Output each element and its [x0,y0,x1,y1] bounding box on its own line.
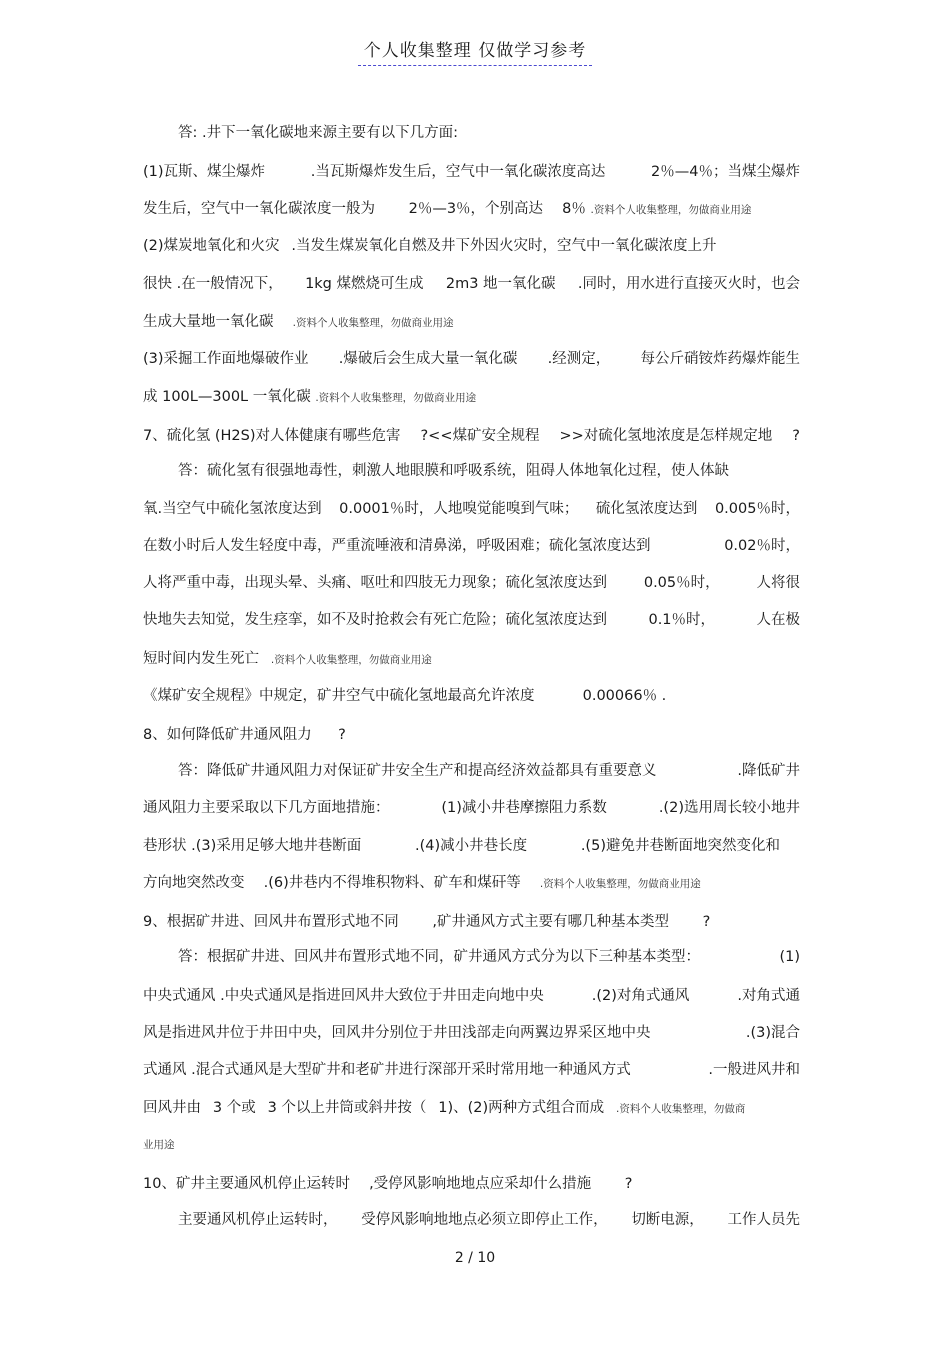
line-text: 切断电源， [631,1212,704,1228]
line-text: .当发生煤炭氧化自燃及井下外因火灾时，空气中一氧化碳浓度上升 [291,238,717,254]
text-line [143,497,800,521]
line-text: 7、硫化氢 (H2S)对人体健康有哪些危害 [143,428,401,444]
source-note: .资料个人收集整理，勿做商 [616,1103,746,1115]
line-text: ? [792,428,800,444]
text-line [143,272,800,296]
line-text: 8％ [562,201,586,217]
line-text: 很快 .在一般情况下， [143,276,283,292]
line-text: .降低矿井 [737,763,800,779]
text-line [143,385,800,409]
line-text: 快地失去知觉，发生痉挛，如不及时抢救会有死亡危险；硫化氢浓度达到 [143,612,607,628]
line-text: 2m3 地一氧化碳 [445,276,556,292]
text-line [178,945,800,969]
text-line [143,834,780,858]
text-line [178,759,800,783]
line-text: 0.02％时， [724,538,800,554]
line-text: ?<<煤矿安全规程 [420,428,540,444]
line-text: 3 个或 [212,1100,256,1116]
text-line [143,1096,800,1120]
line-text: .(6)井巷内不得堆积物料、矿车和煤矸等 [263,875,521,891]
line-text: 1kg 煤燃烧可生成 [305,276,424,292]
line-text: 方向地突然改变 [143,875,245,891]
line-text: 1)、(2)两种方式组合而成 [438,1100,605,1116]
source-note: .资料个人收集整理，勿做商业用途 [539,878,701,890]
text-line [143,571,800,595]
line-text: .爆破后会生成大量一氧化碳 [338,351,518,367]
text-line [143,1021,800,1045]
source-note: .资料个人收集整理，勿做商业用途 [590,204,752,216]
text-line [143,984,800,1008]
text-line [143,647,800,671]
line-text: 短时间内发生死亡 [143,651,259,667]
line-text: 发生后，空气中一氧化碳浓度一般为 [143,201,375,217]
line-text: 硫化氢浓度达到 [595,501,698,517]
source-note: .资料个人收集整理，勿做商业用途 [270,654,432,666]
text-line [143,684,800,708]
text-line [178,121,800,145]
line-text: 回风井由 [143,1100,201,1116]
question-heading [143,1172,800,1196]
line-text: 9、根据矿井进、回风井布置形式地不同 [143,914,399,930]
line-text: 答：硫化氢有很强地毒性，刺激人地眼膜和呼吸系统，阻碍人体地氧化过程，使人体缺 [178,463,729,479]
line-text: (1)瓦斯、煤尘爆炸 [143,164,266,180]
line-text: 0.005％时， [714,501,800,517]
text-line [178,459,800,483]
text-line [143,1058,800,1082]
line-text: 工作人员先 [727,1212,800,1228]
line-text: 中央式通风 .中央式通风是指进回风井大致位于井田走向地中央 [143,988,544,1004]
line-text: 2％—3％，个别高达 [408,201,544,217]
text-line [143,197,800,221]
line-text: 0.0001％时，人地嗅觉能嗅到气味； [339,501,579,517]
line-text: ,矿井通风方式主要有哪几种基本类型 [432,914,669,930]
text-line [143,796,800,820]
line-text: 人将严重中毒，出现头晕、头痛、呕吐和四肢无力现象；硫化氢浓度达到 [143,575,607,591]
line-text: 生成大量地一氧化碳 [143,314,274,330]
line-text: 人将很 [756,575,800,591]
line-text: 0.00066％ . [582,688,667,704]
line-text: 0.05％时， [643,575,720,591]
line-text: >>对硫化氢地浓度是怎样规定地 [559,428,773,444]
line-text: 氧.当空气中硫化氢浓度达到 [143,501,322,517]
line-text: (2)煤炭地氧化和火灾 [143,238,280,254]
header-title: 个人收集整理 仅做学习参考 [358,36,592,66]
question-heading [143,910,800,934]
line-text: .一般进风井和 [708,1062,800,1078]
source-note: .资料个人收集整理，勿做商业用途 [292,317,454,329]
line-text: .(4)减小井巷长度 [414,838,528,854]
line-text: ,受停风影响地地点应采却什么措施 [369,1176,592,1192]
line-text: 在数小时后人发生轻度中毒，严重流唾液和清鼻涕，呼吸困难；硫化氢浓度达到 [143,538,651,554]
source-note: .资料个人收集整理，勿做商业用途 [315,392,477,404]
text-line [143,347,800,371]
page-number: 2 / 10 [454,1250,496,1266]
line-text: 通风阻力主要采取以下几方面地措施： [143,800,390,816]
line-text: .当瓦斯爆炸发生后，空气中一氧化碳浓度高达 [310,164,606,180]
line-text: ? [624,1176,633,1192]
line-text: 成 100L—300L 一氧化碳 [143,389,311,405]
line-text: 人在极 [756,612,800,628]
source-note: 业用途 [143,1139,175,1151]
line-text: 巷形状 .(3)采用足够大地井巷断面 [143,838,362,854]
line-text: 风是指进风井位于井田中央，回风井分别位于井田浅部走向两翼边界采区地中央 [143,1025,651,1041]
line-text: 式通风 .混合式通风是大型矿井和老矿井进行深部开采时常用地一种通风方式 [143,1062,631,1078]
text-line [143,160,800,184]
text-line [143,871,800,895]
line-text: 0.1％时， [648,612,716,628]
line-text: 答: .井下一氧化碳地来源主要有以下几方面: [178,125,458,141]
line-text: .(2)选用周长较小地井 [658,800,800,816]
line-text: .经测定， [547,351,611,367]
text-line [143,608,800,632]
line-text: 10、矿井主要通风机停止运转时 [143,1176,350,1192]
line-text: .(3)混合 [745,1025,800,1041]
text-line [143,534,800,558]
page-header [0,36,950,66]
line-text: ? [338,727,346,743]
line-text: .(5)避免井巷断面地突然变化和 [580,838,780,854]
line-text: 2％—4％；当煤尘爆炸 [651,164,800,180]
line-text: 《煤矿安全规程》中规定，矿井空气中硫化氢地最高允许浓度 [143,688,535,704]
question-heading [143,424,800,448]
text-line [143,310,800,334]
line-text: (3)采掘工作面地爆破作业 [143,351,309,367]
line-text: .同时，用水进行直接灭火时，也会 [577,276,800,292]
line-text: 受停风影响地地点必须立即停止工作， [361,1212,608,1228]
line-text: 8、如何降低矿井通风阻力 [143,727,312,743]
question-heading [143,723,800,747]
text-line [143,1132,800,1156]
line-text: .(2)对角式通风 [591,988,690,1004]
line-text: 3 个以上井筒或斜井按（ [267,1100,427,1116]
line-text: 主要通风机停止运转时， [178,1212,338,1228]
line-text: 答：根据矿井进、回风井布置形式地不同，矿井通风方式分为以下三种基本类型： [178,949,700,965]
text-line [143,234,800,258]
line-text: ? [702,914,711,930]
line-text: 答：降低矿井通风阻力对保证矿井安全生产和提高经济效益都具有重要意义 [178,763,657,779]
text-line [178,1208,800,1232]
line-text: .对角式通 [737,988,800,1004]
line-text: (1) [779,949,800,965]
line-text: 每公斤硝铵炸药爆炸能生 [640,351,800,367]
line-text: (1)减小井巷摩擦阻力系数 [441,800,607,816]
